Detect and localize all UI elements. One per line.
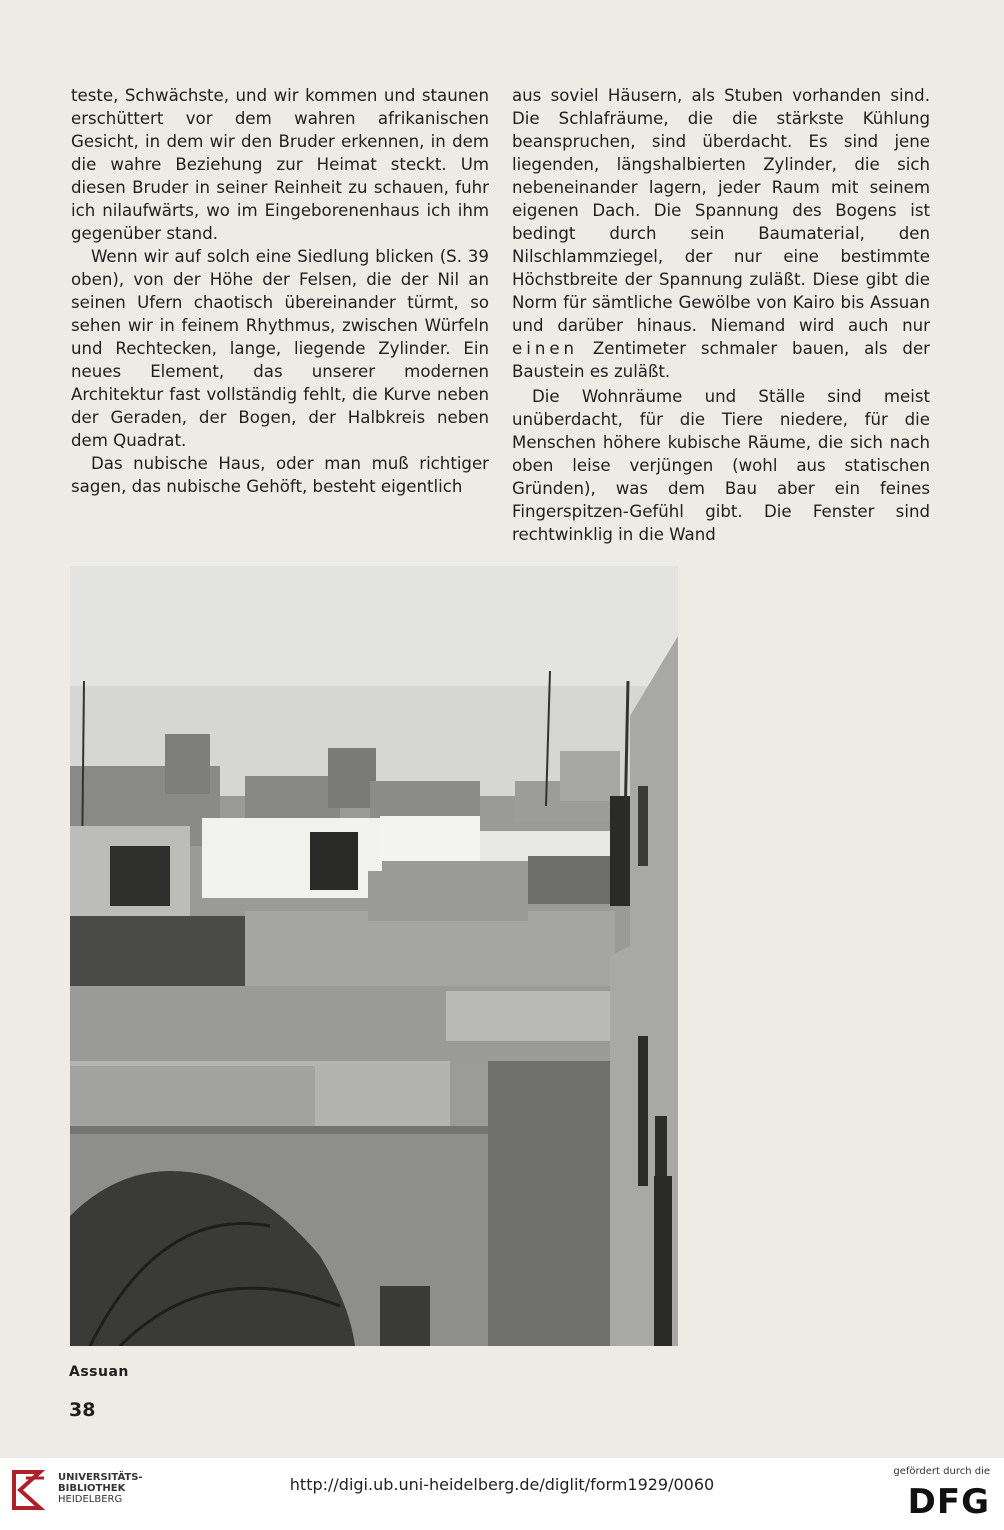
library-name-line: BIBLIOTHEK [58, 1483, 126, 1494]
library-name-line: HEIDELBERG [58, 1494, 123, 1505]
text-column-left [71, 84, 489, 498]
text-column-right [512, 84, 930, 546]
text-run: Zentimeter schmaler bauen, als der Baustein es zuläßt. [512, 339, 930, 381]
funding-note: gefördert durch die [893, 1466, 990, 1477]
library-name-line: UNIVERSITÄTS- [58, 1472, 143, 1483]
source-url-link[interactable]: http://digi.ub.uni-heidelberg.de/diglit/form1929/0060 [289, 1475, 715, 1494]
paragraph: Das nubische Haus, oder man muß richtiger sagen, das nubische Gehöft, besteht eigentlich [71, 454, 489, 496]
photograph-aswan-rooftops [70, 566, 678, 1346]
text-run: aus soviel Häusern, als Stuben vorhanden sind. Die Schlafräume, die die stärkste Kühlung beanspruchen, sind überdacht. Es sind jene liegenden, längshalbierten Zylinder, die sich nebeneinander lagern, jeder Raum mit seinem eigenen Dach. Die Spannung des Bogens ist bedingt durch sein Baumaterial, den Nilschlammziegel, der nur eine bestimmte Höchstbreite der Spannung zuläßt. Diese gibt die Norm für sämtliche Gewölbe von Kairo bis Assuan und darüber hinaus. Niemand wird auch nur [512, 86, 930, 335]
paragraph: Die Wohnräume und Ställe sind meist unüberdacht, für die Tiere niedere, für die Menschen höhere kubische Räume, die sich nach oben leise verjüngen (wohl aus statischen Gründen), was dem Bau aber ein feines Fingerspitzen-Gefühl gibt. Die Fenster sind rechtwinklig in die Wand [512, 387, 930, 544]
page-number: 38 [69, 1399, 96, 1421]
paragraph: Wenn wir auf solch eine Siedlung blicken (S. 39 oben), von der Höhe der Felsen, die der Nil an seinen Ufern chaotisch übereinander türmt, so sehen wir in feinem Rhythmus, zwischen Würfeln und Rechtecken, lange, liegende Zylinder. Ein neues Element, das unserer modernen Architektur fast vollständig fehlt, die Kurve neben der Geraden, der Bogen, der Halbkreis neben dem Quadrat. [71, 247, 489, 450]
paragraph: teste, Schwächste, und wir kommen und staunen erschüttert vor dem wahren afrikanischen Gesicht, in dem wir den Bruder erkennen, in dem die wahre Beziehung zur Heimat steckt. Um diesen Bruder in seiner Reinheit zu schauen, fuhr ich nilaufwärts, wo im Eingeborenenhaus ich ihm gegenüber stand. [71, 86, 489, 243]
paragraph [512, 84, 930, 383]
dfg-logo: DFG [907, 1482, 990, 1522]
figure-caption: Assuan [69, 1364, 129, 1380]
emphasized-word: einen [512, 339, 579, 358]
footer-bar [0, 1458, 1004, 1530]
